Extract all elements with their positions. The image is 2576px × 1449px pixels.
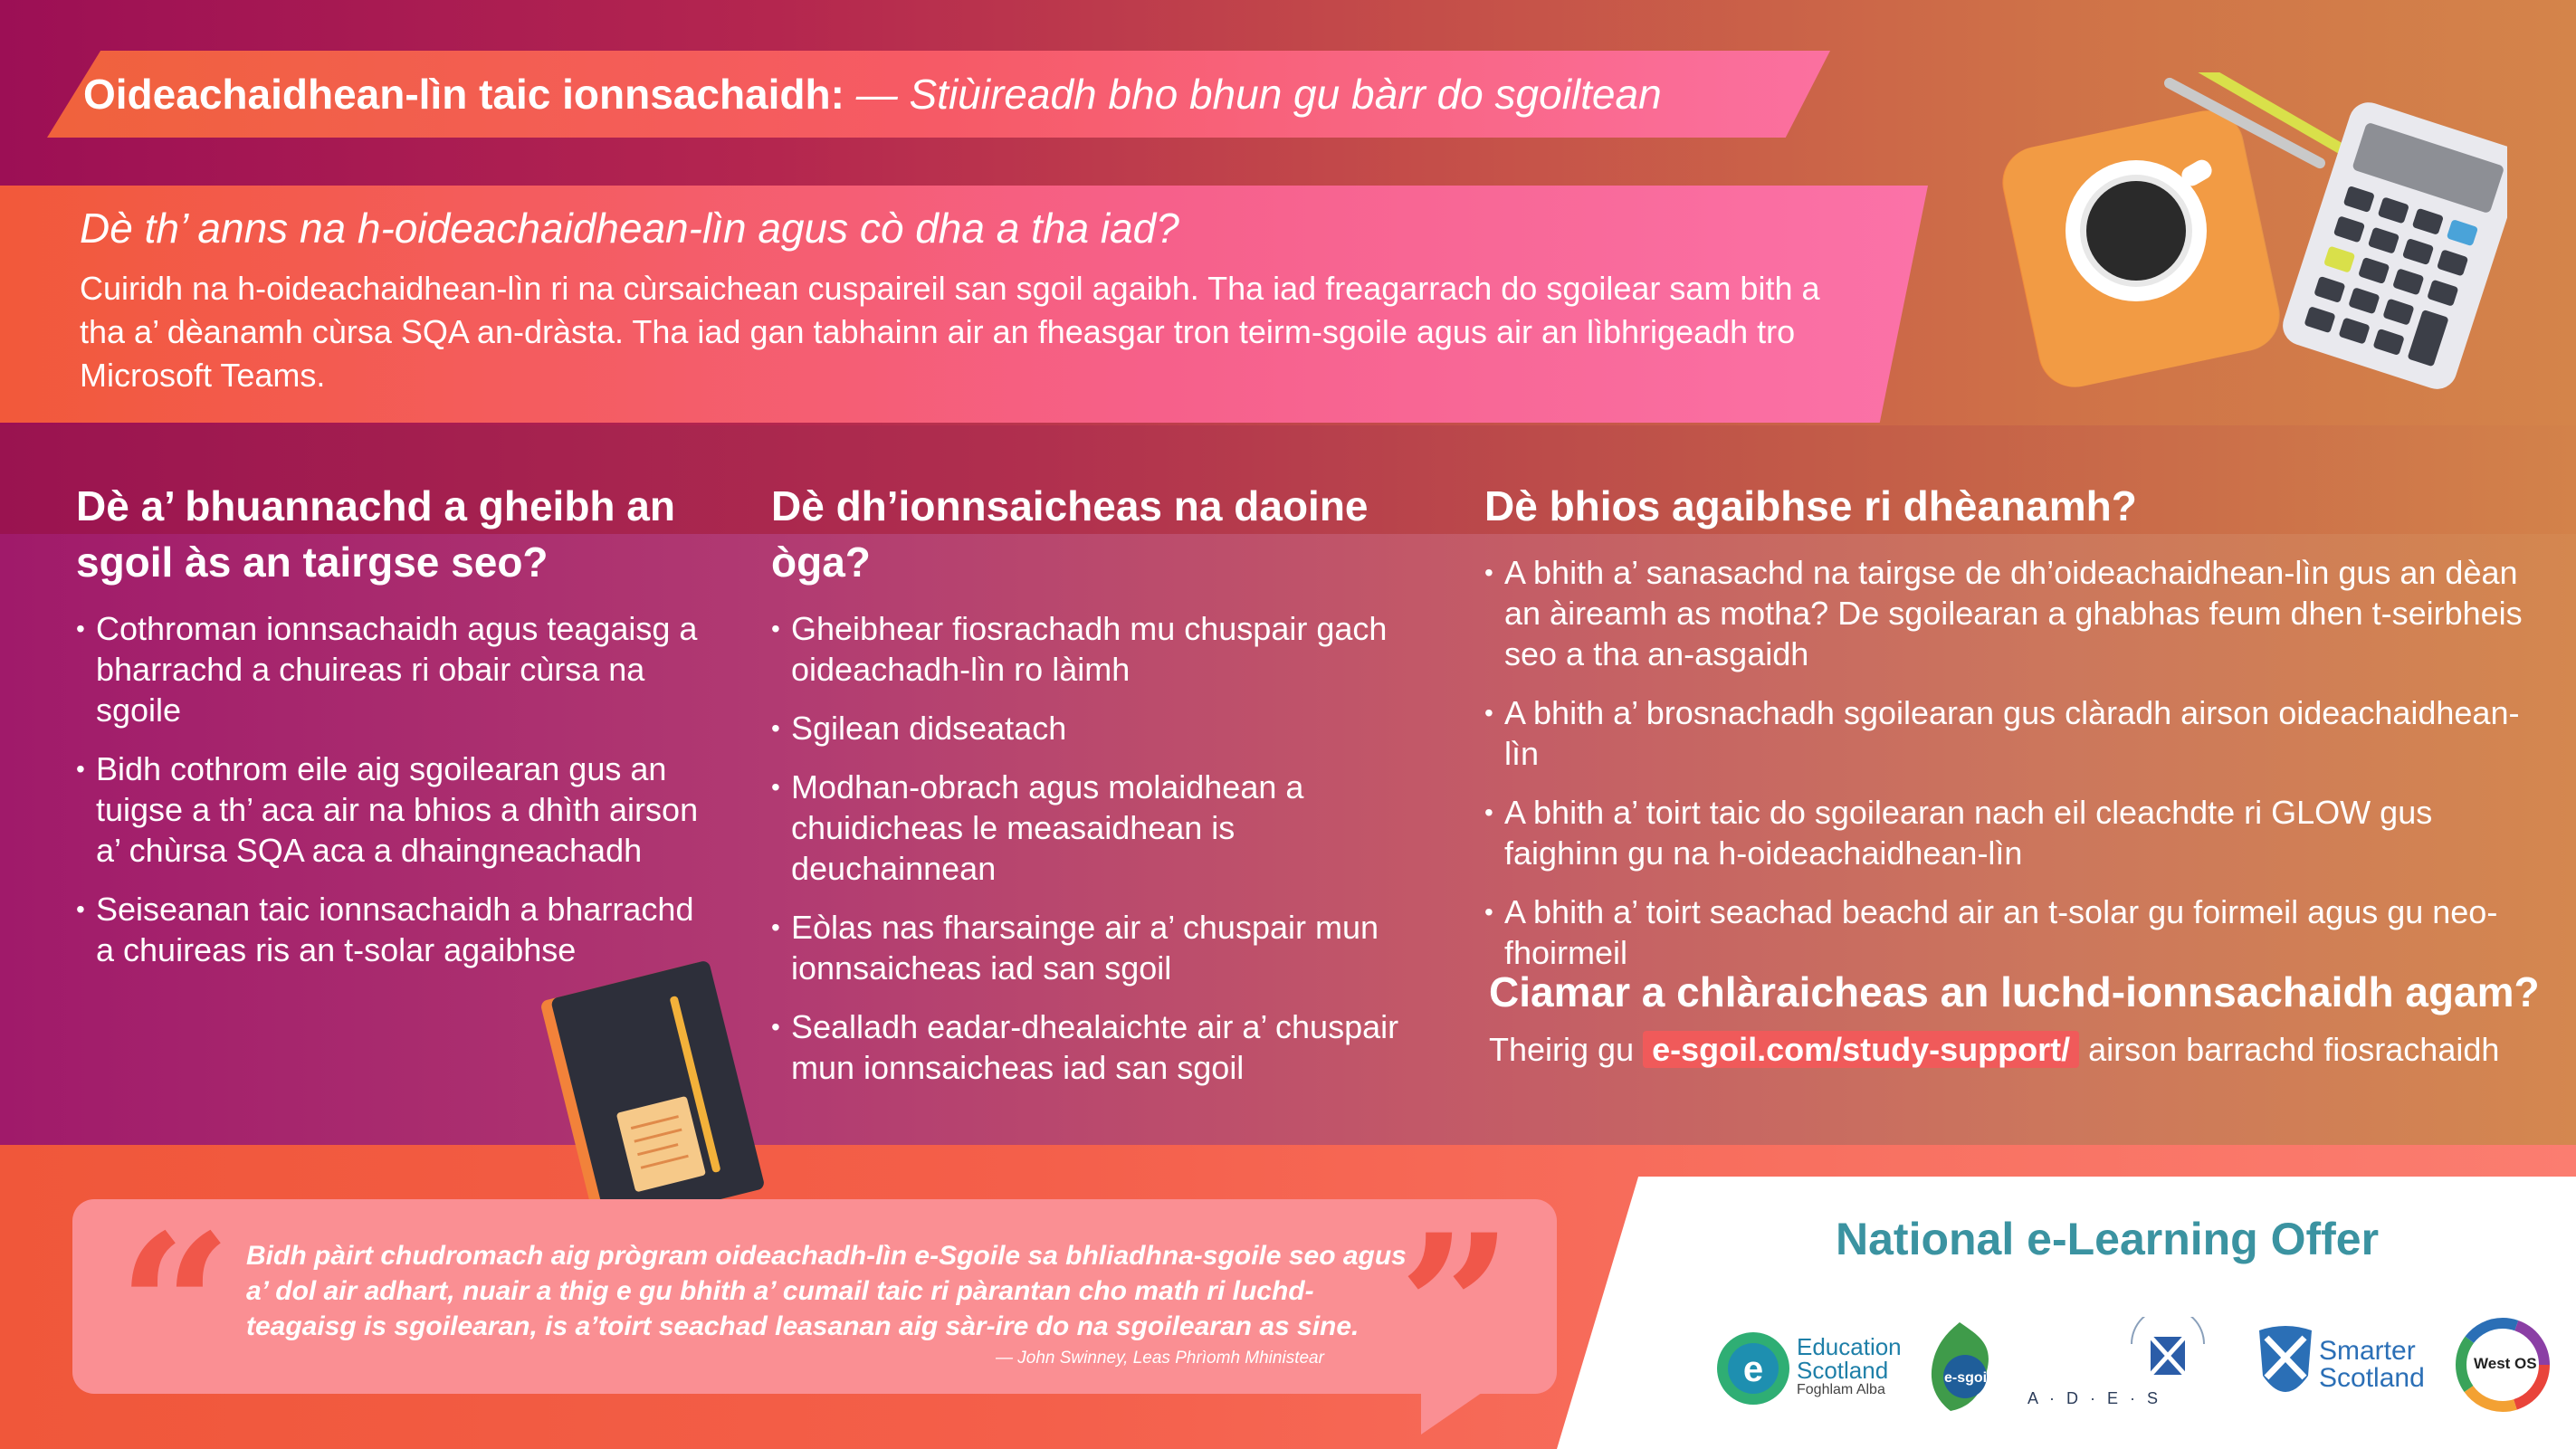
page-title — [83, 62, 1662, 127]
list-item: • Bidh cothrom eile aig sgoilearan gus an tuigse a th’ aca air na bhios a dhìth airson a’ chùrsa SQA aca a dhaingneachadh — [76, 748, 710, 871]
smarter-scotland-text — [2319, 1338, 2425, 1392]
study-support-link[interactable]: e-sgoil.com/study-support/ — [1643, 1031, 2079, 1068]
list-item: • Sealladh eadar-dhealaichte air a’ chuspair mun ionnsaicheas iad san sgoil — [771, 1006, 1441, 1088]
logo-line: Scotland — [1797, 1357, 1889, 1384]
open-quote-icon: “ — [118, 1190, 233, 1425]
registration-suffix: airson barrachd fiosrachaidh — [2079, 1031, 2500, 1068]
esgoil-text: e-sgoil — [1944, 1370, 1991, 1386]
list-item: • A bhith a’ brosnachadh sgoilearan gus clàradh airson oideachaidhean-lìn — [1484, 692, 2534, 774]
logo-line: Education — [1797, 1333, 1902, 1360]
ades-icon — [2118, 1317, 2218, 1389]
column-school-actions — [1484, 478, 2534, 991]
list-item: • Seiseanan taic ionnsachaidh a bharrachd a chuireas ris an t-solar agaibhse — [76, 889, 710, 970]
logo-line: Smarter — [2319, 1336, 2416, 1366]
ades-logo — [2118, 1317, 2218, 1394]
intro-body: Cuiridh na h-oideachaidhean-lìn ri na cùrsaichean cuspaireil san sgoil agaibh. Tha iad freagarrach do sgoilear sam bith a tha a’ dèanamh cùrsa SQA an-dràsta. Tha iad gan tabhainn air an fheasgar tron teirm-sgoile agus air an lìbhrigeadh tro Microsoft Teams. — [80, 270, 1820, 394]
quote-attribution: — John Swinney, Leas Phrìomh Mhinistear — [996, 1349, 1324, 1368]
list-item: • Gheibhear fiosrachadh mu chuspair gach oideachadh-lìn ro làimh — [771, 608, 1441, 690]
education-scotland-logo — [1715, 1330, 1791, 1411]
logo-line: Scotland — [2319, 1363, 2425, 1393]
outcome-list — [771, 608, 1441, 1088]
esgoil-icon — [1914, 1317, 2005, 1416]
education-scotland-text — [1797, 1335, 1902, 1398]
intro-question: Dè th’ anns na h-oideachaidhean-lìn agus cò dha a tha iad? — [80, 205, 1179, 252]
list-item: • Eòlas nas fharsainge air a’ chuspair mun ionnsaicheas iad san sgoil — [771, 907, 1441, 988]
offer-title: National e-Learning Offer — [1836, 1214, 2380, 1264]
list-item: • Sgilean didseatach — [771, 708, 1441, 748]
calculator-icon — [2277, 97, 2507, 394]
registration-prefix: Theirig gu — [1489, 1031, 1644, 1068]
registration-section — [1489, 964, 2540, 1070]
close-quote-icon: ” — [1398, 1190, 1513, 1425]
list-item: • A bhith a’ sanasachd na tairgse de dh’oideachaidhean-lìn gus an dèan an àireamh as motha? De sgoilearan a ghabhas feum dhen t-seirbheis seo a tha an-asgaidh — [1484, 552, 2534, 674]
column-learning-outcomes — [771, 478, 1441, 1106]
desk-illustration — [2000, 72, 2507, 398]
title-subtitle: — Stiùireadh bho bhun gu bàrr do sgoiltean — [844, 71, 1662, 118]
education-scotland-icon — [1715, 1330, 1791, 1406]
notebook-illustration — [530, 959, 774, 1231]
list-item: • A bhith a’ toirt taic do sgoilearan nach eil cleachdte ri GLOW gus faighinn gu na h-oideachaidhean-lìn — [1484, 792, 2534, 873]
esgoil-logo — [1914, 1317, 2005, 1421]
smarter-scotland-logo — [2254, 1321, 2317, 1416]
registration-text — [1489, 1029, 2530, 1070]
svg-text:e: e — [1742, 1349, 1764, 1389]
list-item: • Modhan-obrach agus molaidhean a chuidicheas le measaidhean is deuchainnean — [771, 767, 1441, 889]
column-heading: Dè bhios agaibhse ri dhèanamh? — [1484, 482, 2137, 529]
column-school-benefits — [76, 478, 710, 988]
action-list — [1484, 552, 2534, 973]
quote-text: Bidh pàirt chudromach aig prògram oideachadh-lìn e-Sgoile sa bhliadhna-sgoile seo agus a’ dol air adhart, nuair a thig e gu bhith a’ cumail taic ri pàrantan cho math ri luchd-teagaisg is sgoilearan, is a’toirt seachad leasanan aig sàr-ire do na sgoilearan as sine. — [246, 1241, 1407, 1341]
west-os-text: West OS — [2474, 1355, 2537, 1372]
registration-heading: Ciamar a chlàraicheas an luchd-ionnsachaidh agam? — [1489, 968, 2540, 1015]
benefit-list — [76, 608, 710, 970]
logo-subline: Foghlam Alba — [1797, 1382, 1885, 1397]
column-heading: Dè dh’ionnsaicheas na daoine òga? — [771, 482, 1369, 586]
title-bold: Oideachaidhean-lìn taic ionnsachaidh: — [83, 71, 844, 118]
list-item: • Cothroman ionnsachaidh agus teagaisg a bharrachd a chuireas ri obair cùrsa na sgoile — [76, 608, 710, 730]
column-heading: Dè a’ bhuannachd a gheibh an sgoil às an tairgse seo? — [76, 482, 675, 586]
list-item: • A bhith a’ toirt seachad beachd air an t-solar gu foirmeil agus gu neo-fhoirmeil — [1484, 891, 2534, 973]
smarter-scotland-icon — [2254, 1321, 2317, 1412]
ades-text: A · D · E · S — [2027, 1389, 2162, 1407]
